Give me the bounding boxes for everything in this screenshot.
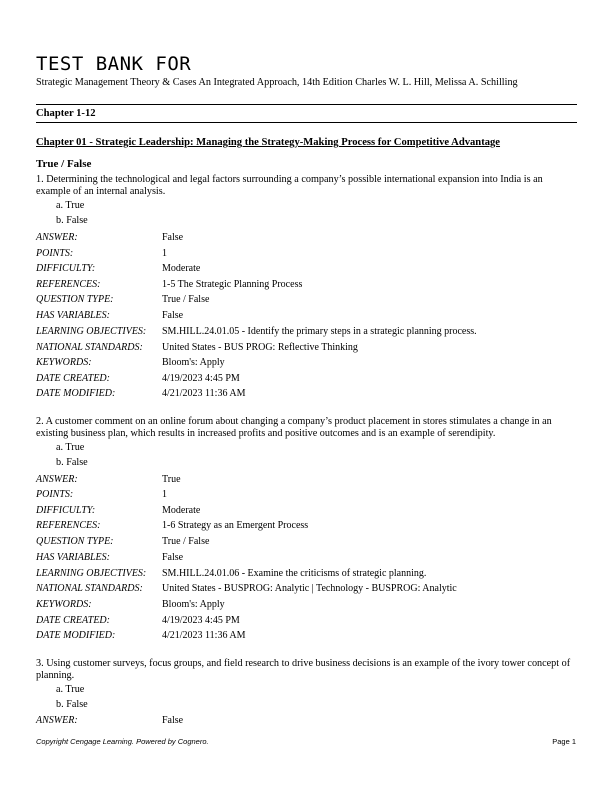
q3-answer-value: False	[162, 715, 184, 726]
q2-points-label: POINTS:	[36, 489, 74, 500]
q1-national-standards-label: NATIONAL STANDARDS:	[36, 342, 143, 353]
page-number: Page 1	[552, 737, 576, 746]
header-rule-bottom	[36, 122, 577, 123]
q1-answer-label: ANSWER:	[36, 232, 78, 243]
q2-date-created-value: 4/19/2023 4:45 PM	[162, 615, 240, 626]
question-2-text: 2. A customer comment on an online forum about changing a company’s product placement in stores stimulates a change in an existing business plan, which results in increased profits and positive outcomes and is an example of serendipity.	[36, 416, 552, 440]
q2-question-type-label: QUESTION TYPE:	[36, 536, 114, 547]
q1-date-created-value: 4/19/2023 4:45 PM	[162, 373, 240, 384]
q2-references-label: REFERENCES:	[36, 520, 101, 531]
chapter-range: Chapter 1-12	[36, 108, 96, 119]
question-2-option-a: a. True	[56, 442, 85, 453]
q1-national-standards-value: United States - BUS PROG: Reflective Thinking	[162, 342, 358, 353]
section-title: True / False	[36, 158, 92, 170]
question-1-option-a: a. True	[56, 200, 85, 211]
q1-points-label: POINTS:	[36, 248, 74, 259]
q2-keywords-label: KEYWORDS:	[36, 599, 92, 610]
q1-question-type-label: QUESTION TYPE:	[36, 294, 114, 305]
book-subtitle: Strategic Management Theory & Cases An Integrated Approach, 14th Edition Charles W. L. Hill, Melissa A. Schilling	[36, 77, 518, 88]
q1-keywords-value: Bloom's: Apply	[162, 357, 225, 368]
test-bank-title: TEST BANK FOR	[36, 53, 192, 75]
q1-references-label: REFERENCES:	[36, 279, 101, 290]
q2-learning-objectives-label: LEARNING OBJECTIVES:	[36, 568, 147, 579]
q1-learning-objectives-value: SM.HILL.24.01.05 - Identify the primary steps in a strategic planning process.	[162, 326, 477, 337]
q2-keywords-value: Bloom's: Apply	[162, 599, 225, 610]
q1-references-value: 1-5 The Strategic Planning Process	[162, 279, 303, 290]
question-2-option-b: b. False	[56, 457, 88, 468]
q2-date-modified-value: 4/21/2023 11:36 AM	[162, 630, 246, 641]
q2-has-variables-value: False	[162, 552, 184, 563]
question-3-text: 3. Using customer surveys, focus groups, and field research to drive business decisions is an example of the ivory tower concept of planning.	[36, 658, 571, 682]
q2-national-standards-value: United States - BUSPROG: Analytic | Technology - BUSPROG: Analytic	[162, 583, 457, 594]
q3-answer-label: ANSWER:	[36, 715, 78, 726]
question-1-text: 1. Determining the technological and legal factors surrounding a company’s possible international expansion into India is an example of an internal analysis.	[36, 174, 543, 198]
q2-points-value: 1	[162, 489, 167, 500]
q1-date-modified-label: DATE MODIFIED:	[36, 388, 116, 399]
q2-learning-objectives-value: SM.HILL.24.01.06 - Examine the criticisms of strategic planning.	[162, 568, 427, 579]
q2-has-variables-label: HAS VARIABLES:	[36, 552, 110, 563]
q1-difficulty-value: Moderate	[162, 263, 201, 274]
q2-references-value: 1-6 Strategy as an Emergent Process	[162, 520, 309, 531]
question-3-option-a: a. True	[56, 684, 85, 695]
q1-answer-value: False	[162, 232, 184, 243]
q2-difficulty-value: Moderate	[162, 505, 201, 516]
header-rule-top	[36, 104, 577, 105]
q1-learning-objectives-label: LEARNING OBJECTIVES:	[36, 326, 147, 337]
footer-copyright: Copyright Cengage Learning. Powered by Cognero.	[36, 737, 209, 746]
q1-keywords-label: KEYWORDS:	[36, 357, 92, 368]
q1-date-modified-value: 4/21/2023 11:36 AM	[162, 388, 246, 399]
q1-points-value: 1	[162, 248, 167, 259]
q2-date-modified-label: DATE MODIFIED:	[36, 630, 116, 641]
q2-question-type-value: True / False	[162, 536, 210, 547]
q1-has-variables-label: HAS VARIABLES:	[36, 310, 110, 321]
q1-question-type-value: True / False	[162, 294, 210, 305]
q2-difficulty-label: DIFFICULTY:	[36, 505, 96, 516]
q1-date-created-label: DATE CREATED:	[36, 373, 110, 384]
question-3-option-b: b. False	[56, 699, 88, 710]
q1-has-variables-value: False	[162, 310, 184, 321]
q2-national-standards-label: NATIONAL STANDARDS:	[36, 583, 143, 594]
q2-answer-value: True	[162, 474, 181, 485]
question-1-option-b: b. False	[56, 215, 88, 226]
q2-date-created-label: DATE CREATED:	[36, 615, 110, 626]
q1-difficulty-label: DIFFICULTY:	[36, 263, 96, 274]
chapter-heading: Chapter 01 - Strategic Leadership: Managing the Strategy-Making Process for Competitive Advantage	[36, 137, 501, 148]
q2-answer-label: ANSWER:	[36, 474, 78, 485]
